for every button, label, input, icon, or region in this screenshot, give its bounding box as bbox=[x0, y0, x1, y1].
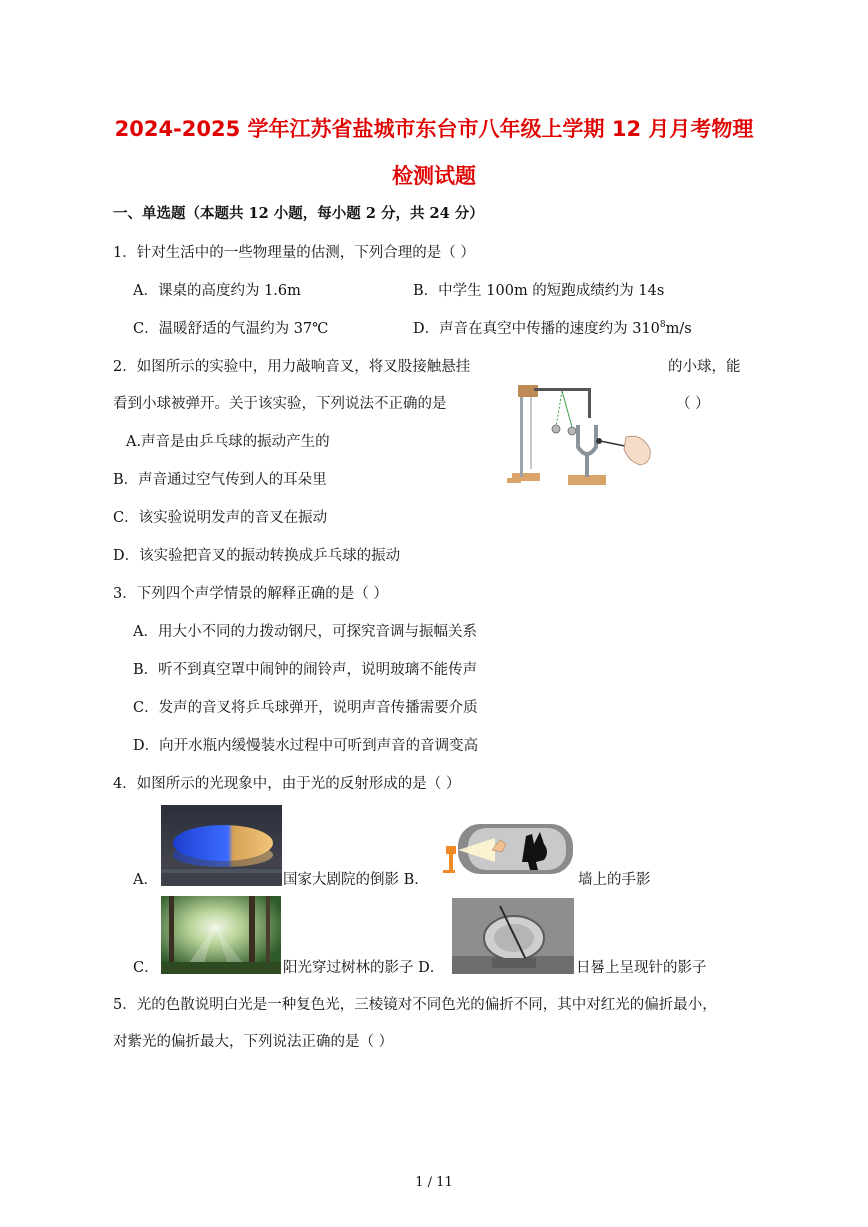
q3-option-c: C．发声的音叉将乒乓球弹开，说明声音传播需要介质 bbox=[133, 700, 478, 716]
q2-stem-right: 的小球，能 bbox=[668, 359, 741, 375]
q5-stem-line2: 对紫光的偏折最大，下列说法正确的是（ ） bbox=[113, 1034, 394, 1050]
q4-option-d-caption: 日晷上呈现针的影子 bbox=[576, 960, 707, 976]
q1-stem: 1．针对生活中的一些物理量的估测，下列合理的是（ ） bbox=[113, 245, 475, 261]
q3-option-b: B．听不到真空罩中闹钟的闹铃声，说明玻璃不能传声 bbox=[133, 662, 478, 678]
sunlight-through-forest-image bbox=[161, 896, 281, 974]
q5-stem-line1: 5．光的色散说明白光是一种复色光，三棱镜对不同色光的偏折不同，其中对红光的偏折最小， bbox=[113, 997, 717, 1013]
tuning-fork-experiment-figure bbox=[500, 375, 660, 490]
q4-option-a-caption: 国家大剧院的倒影 B． bbox=[283, 872, 429, 888]
q2-option-a: A.声音是由乒乓球的振动产生的 bbox=[126, 434, 330, 450]
hand-shadow-image bbox=[440, 822, 575, 880]
page-number: 1 / 11 bbox=[415, 1175, 453, 1190]
q3-option-d: D．向开水瓶内缓慢装水过程中可听到声音的音调变高 bbox=[133, 738, 479, 754]
q2-answer-blank: （ ） bbox=[676, 396, 710, 412]
section-heading: 一、单选题（本题共 12 小题，每小题 2 分，共 24 分） bbox=[113, 205, 484, 222]
exam-title-line1: 2024-2025 学年江苏省盐城市东台市八年级上学期 12 月月考物理 bbox=[114, 117, 754, 141]
q4-option-c-label: C． bbox=[133, 960, 159, 976]
grand-theatre-reflection-image bbox=[161, 805, 282, 886]
sundial-image bbox=[452, 898, 574, 974]
exam-title-line2: 检测试题 bbox=[392, 164, 476, 188]
q1-option-b: B．中学生 100m 的短跑成绩约为 14s bbox=[413, 283, 665, 299]
q4-option-b-caption: 墙上的手影 bbox=[578, 872, 651, 888]
q3-option-a: A．用大小不同的力拨动钢尺，可探究音调与振幅关系 bbox=[133, 624, 477, 640]
q4-option-a-label: A． bbox=[133, 872, 158, 888]
q1-option-a: A．课桌的高度约为 1.6m bbox=[133, 283, 301, 299]
q1-option-d: D．声音在真空中传播的速度约为 $310^8m/s$ bbox=[413, 320, 692, 337]
q2-stem-left: 2．如图所示的实验中，用力敲响音叉，将叉股接触悬挂 bbox=[113, 359, 471, 375]
q2-stem-line2: 看到小球被弹开。关于该实验，下列说法不正确的是 bbox=[113, 396, 447, 412]
q2-option-b: B．声音通过空气传到人的耳朵里 bbox=[113, 472, 327, 488]
q4-option-c-caption: 阳光穿过树林的影子 D． bbox=[283, 960, 445, 976]
q3-stem: 3．下列四个声学情景的解释正确的是（ ） bbox=[113, 586, 388, 602]
q4-stem: 4．如图所示的光现象中，由于光的反射形成的是（ ） bbox=[113, 776, 461, 792]
q2-option-d: D．该实验把音叉的振动转换成乒乓球的振动 bbox=[113, 548, 401, 564]
q2-option-c: C．该实验说明发声的音叉在振动 bbox=[113, 510, 328, 526]
q1-option-c: C．温暖舒适的气温约为 37℃ bbox=[133, 321, 329, 337]
